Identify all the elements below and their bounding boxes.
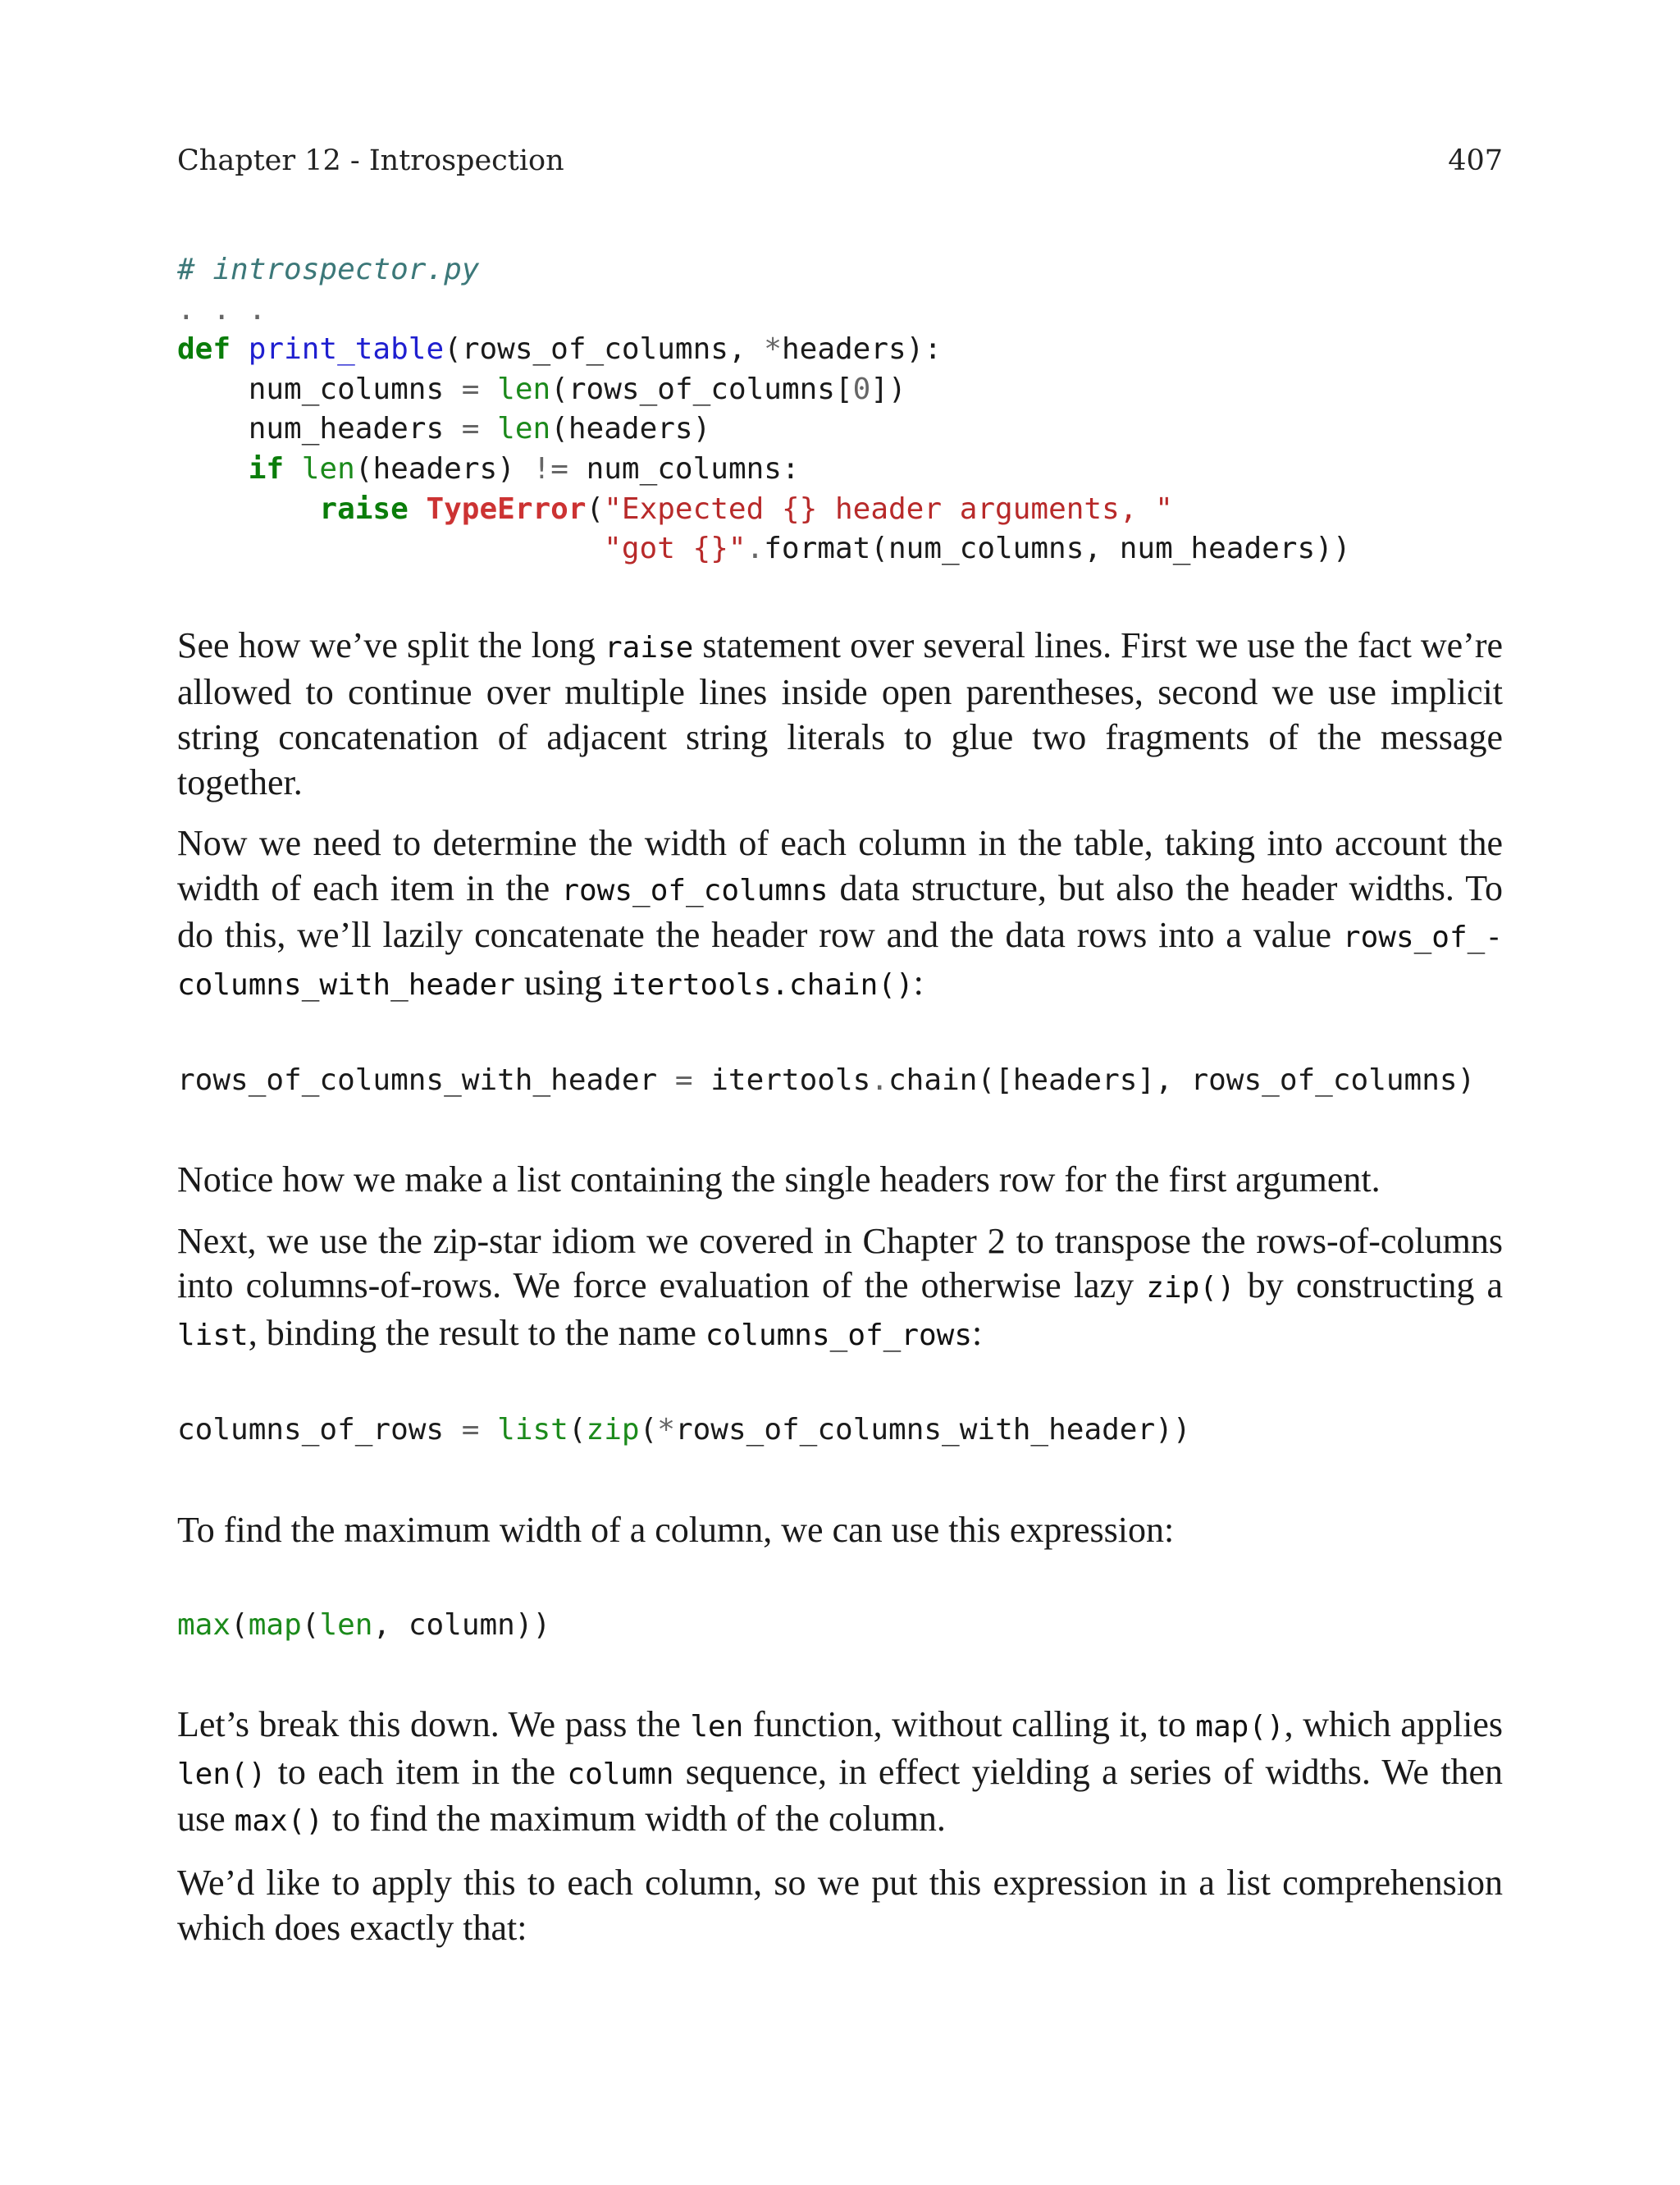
code-block-max-map	[177, 1606, 1503, 1646]
code-text: (rows_of_columns,	[444, 332, 765, 367]
code-operator: =	[674, 1063, 693, 1097]
paragraph-text: to find the maximum width of the column.	[323, 1799, 946, 1840]
paragraph: To find the maximum width of a column, we can use this expression:	[177, 1510, 1175, 1551]
code-space	[479, 1413, 497, 1447]
inline-code: column	[567, 1757, 674, 1791]
paragraph-text: sequence, in effect yielding a series of widths. We then use	[177, 1751, 1503, 1840]
code-text: (	[301, 1607, 320, 1642]
code-operator: .	[870, 1063, 888, 1097]
chapter-title: Chapter 12 - Introspection	[177, 144, 564, 177]
code-block-chain	[177, 1061, 1503, 1101]
page-body	[177, 250, 1503, 1950]
code-indent	[177, 492, 319, 526]
code-keyword-raise: raise	[319, 491, 409, 526]
code-comment: # introspector.py	[177, 253, 480, 286]
inline-code: itertools.chain()	[611, 967, 914, 1002]
inline-code: raise	[604, 630, 694, 665]
code-exception-name: TypeError	[426, 491, 587, 526]
page-number: 407	[1448, 144, 1503, 177]
code-text: num_headers	[248, 412, 462, 446]
code-operator: *	[764, 332, 782, 367]
paragraph-text: Next, we use the zip-star idiom we covered in Chapter 2 to transpose the rows-of-columns into columns-of-rows. We force evaluation of the otherwise lazy	[177, 1220, 1503, 1306]
code-string: "got {}"	[604, 532, 746, 566]
code-indent	[319, 532, 604, 565]
inline-code: map()	[1195, 1710, 1285, 1744]
inline-code: max()	[234, 1804, 324, 1839]
paragraph: We’d like to apply this to each column, so we put this expression in a list comprehension which does exactly that:	[177, 1863, 1503, 1948]
code-text: (	[568, 1413, 587, 1447]
code-function-name: print_table	[248, 332, 445, 367]
code-indent	[177, 412, 249, 446]
code-text: chain([headers], rows_of_columns)	[888, 1063, 1476, 1097]
code-operator: =	[461, 372, 480, 406]
code-builtin: len	[497, 412, 551, 446]
code-text: , column))	[372, 1607, 551, 1642]
paragraph-text: by constructing a	[1235, 1265, 1503, 1306]
code-text: format(num_columns, num_headers))	[764, 532, 1351, 566]
code-builtin: map	[248, 1607, 302, 1642]
running-header	[177, 144, 1503, 185]
code-text: (headers)	[550, 412, 711, 446]
inline-code: rows_of_-	[1342, 921, 1503, 955]
paragraph-text: statement over several lines. First we use the fact we’re allowed to continue over multiple lines inside open parentheses, second we use implicit string concatenation of adjacent string literals to glue two fragments of the message together.	[177, 624, 1503, 802]
inline-code: len	[690, 1710, 744, 1744]
code-text: (rows_of_columns[	[550, 372, 853, 406]
code-text: itertools	[692, 1063, 871, 1097]
code-operator: !=	[532, 451, 568, 486]
paragraph	[177, 624, 1503, 805]
paragraph-text: , which applies	[1284, 1704, 1503, 1745]
code-builtin: len	[497, 372, 551, 406]
code-text: (	[639, 1413, 658, 1447]
code-text: (headers)	[354, 451, 533, 486]
code-operator: *	[657, 1413, 675, 1447]
code-indent	[177, 452, 249, 486]
code-text: (	[586, 491, 605, 526]
code-builtin: list	[497, 1413, 568, 1447]
inline-code: list	[177, 1318, 249, 1352]
inline-code: columns_of_rows	[705, 1318, 973, 1352]
code-string: "Expected {} header arguments, "	[604, 491, 1173, 526]
paragraph-text: function, without calling it, to	[743, 1704, 1196, 1745]
code-builtin: zip	[586, 1413, 640, 1447]
paragraph	[177, 821, 1503, 1008]
paragraph-text: Let’s break this down. We pass the	[177, 1704, 691, 1745]
inline-code: zip()	[1146, 1271, 1235, 1305]
inline-code: len()	[177, 1757, 267, 1791]
code-builtin: len	[319, 1607, 373, 1642]
code-text: rows_of_columns_with_header))	[674, 1413, 1191, 1447]
code-text: num_columns:	[568, 451, 800, 486]
code-builtin: len	[301, 451, 355, 486]
code-text: rows_of_columns_with_header	[177, 1063, 675, 1097]
paragraph-text: , binding the result to the name	[248, 1312, 705, 1353]
paragraph: Notice how we make a list containing the single headers row for the first argument.	[177, 1159, 1381, 1200]
paragraph-text: :	[972, 1312, 983, 1353]
code-text: num_columns	[248, 372, 462, 406]
code-text: ])	[870, 372, 906, 406]
inline-code: columns_with_header	[177, 967, 515, 1002]
paragraph	[177, 1219, 1503, 1359]
code-block-print-table	[177, 250, 1503, 569]
code-indent	[177, 373, 249, 406]
code-text: headers):	[781, 332, 943, 367]
code-keyword-if: if	[248, 451, 285, 486]
paragraph-text: :	[913, 962, 924, 1003]
code-text: (	[231, 1607, 249, 1642]
code-ellipsis: . . .	[177, 292, 267, 327]
code-builtin: max	[177, 1607, 231, 1642]
code-operator: =	[461, 1413, 480, 1447]
paragraph-text: using	[514, 962, 612, 1003]
paragraph-text: See how we’ve split the long	[177, 624, 605, 665]
paragraph-text: data structure, but also the header widths. To do this, we’ll lazily concatenate the header row and the data rows into a value	[177, 867, 1504, 956]
code-operator: .	[746, 532, 765, 566]
code-block-zip	[177, 1410, 1503, 1451]
inline-code: rows_of_columns	[561, 873, 829, 907]
code-text: columns_of_rows	[177, 1413, 462, 1447]
paragraph-text: to each item in the	[266, 1751, 568, 1792]
paragraph-text: Now we need to determine the width of each column in the table, taking into account the width of each item in the	[177, 823, 1503, 908]
paragraph	[177, 1703, 1503, 1844]
code-indent	[177, 532, 319, 565]
code-number: 0	[852, 372, 871, 406]
code-operator: =	[461, 412, 480, 446]
code-keyword-def: def	[177, 332, 231, 367]
